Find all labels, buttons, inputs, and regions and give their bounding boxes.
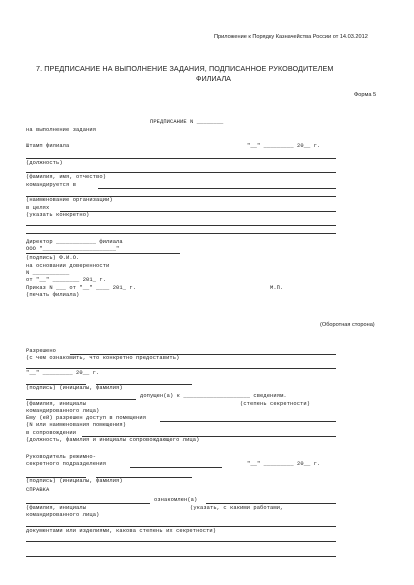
order-ref: Приказ N ___ от "__" ____ 201_ г. — [26, 285, 137, 291]
basis-label: на основании доверенности — [26, 263, 110, 269]
acquainted-label: ознакомлен(а) — [154, 497, 198, 503]
order-title: ПРЕДПИСАНИЕ N ________ — [150, 119, 224, 125]
issue-date: "__" _________ 20__ г. — [247, 143, 321, 149]
head-line-1: Руководитель режимно- — [26, 454, 97, 460]
line-admitted-name — [26, 399, 136, 400]
docs-secrecy-caption: документами или изделиями, какова степень их секретности) — [26, 528, 217, 534]
appendix-note: Приложение к Порядку Казначейства России от 14.03.2012 — [214, 34, 368, 40]
power-of-attorney-date: от "__" ________ 201_ г. — [26, 277, 107, 283]
access-line: Ему (ей) разрешен доступ в помещения — [26, 415, 147, 421]
power-of-attorney-number: N ___________ — [26, 270, 70, 276]
reverse-side-label: (Оборотная сторона) — [320, 322, 375, 328]
permit-date: "__" _________ 20__ г. — [26, 370, 100, 376]
line-docs — [26, 526, 336, 527]
line-docs-2 — [26, 541, 336, 542]
branch-stamp: Штамп филиала — [26, 143, 70, 149]
line-specify-2 — [26, 233, 336, 234]
order-subtitle: на выполнение задания — [26, 127, 97, 133]
line-position — [26, 158, 336, 159]
line-fio — [26, 172, 336, 173]
title-line-1: 7. ПРЕДПИСАНИЕ НА ВЫПОЛНЕНИЕ ЗАДАНИЯ, ПОДПИСАННОЕ РУКОВОДИТЕЛЕМ — [36, 64, 334, 73]
seal-place: М.П. — [270, 285, 284, 291]
acquaint-caption: (с чем ознакомить, что конкретно предоставить) — [26, 355, 180, 361]
position-caption: (должность) — [26, 160, 63, 166]
escort-caption: (должность, фамилия и инициалы сопровождающего лица) — [26, 437, 200, 443]
works-caption: (указать, с какими работами, — [190, 505, 284, 511]
line-purpose — [60, 211, 336, 212]
line-head-sign — [130, 467, 222, 468]
room-caption: (N или наименования помещения) — [26, 422, 127, 428]
certificate-title: СПРАВКА — [26, 487, 50, 493]
stamp-caption: (печать филиала) — [26, 292, 80, 298]
secrecy-caption: (степень секретности) — [240, 401, 311, 407]
head-date: "__" _________ 20__ г. — [247, 461, 321, 467]
line-access — [160, 421, 336, 422]
specify-caption: (указать конкретно) — [26, 212, 90, 218]
line-acquainted-works — [206, 503, 336, 504]
line-sent-to — [98, 188, 336, 189]
line-final — [26, 556, 336, 557]
line-acquaint — [26, 368, 336, 369]
form-number: Форма 5 — [354, 92, 377, 98]
seconded-caption: командированного лица) — [26, 408, 100, 414]
ooo-line: ООО "______________________" — [26, 246, 120, 252]
line-director-sign — [26, 253, 180, 254]
line-acquainted-name — [26, 503, 150, 504]
sign-initials-caption-2: (подпись) (инициалы, фамилия) — [26, 478, 123, 484]
accompanied-label: в сопровождении — [26, 430, 77, 436]
sign-initials-caption: (подпись) (инициалы, фамилия) — [26, 385, 123, 391]
head-line-2: секретного подразделения — [26, 461, 107, 467]
purpose-label: в целях — [26, 205, 50, 211]
fio-caption: (фамилия, имя, отчество) — [26, 174, 107, 180]
sent-to: командируется в — [26, 182, 77, 188]
surname-caption: (фамилия, инициалы — [26, 401, 87, 407]
sign-fio-caption: (подпись) Ф.И.О. — [26, 255, 80, 261]
surname-caption-2: (фамилия, инициалы — [26, 505, 87, 511]
title-line-2: ФИЛИАЛА — [196, 74, 231, 83]
permitted-label: Разрешено — [26, 348, 57, 354]
line-specify-1 — [26, 225, 336, 226]
admitted-text: допущен(а) к ____________________ сведениям. — [140, 393, 287, 399]
org-caption: (наименование организации) — [26, 197, 113, 203]
seconded-caption-2: командированного лица) — [26, 512, 100, 518]
director-line: Директор ____________ филиала — [26, 239, 123, 245]
